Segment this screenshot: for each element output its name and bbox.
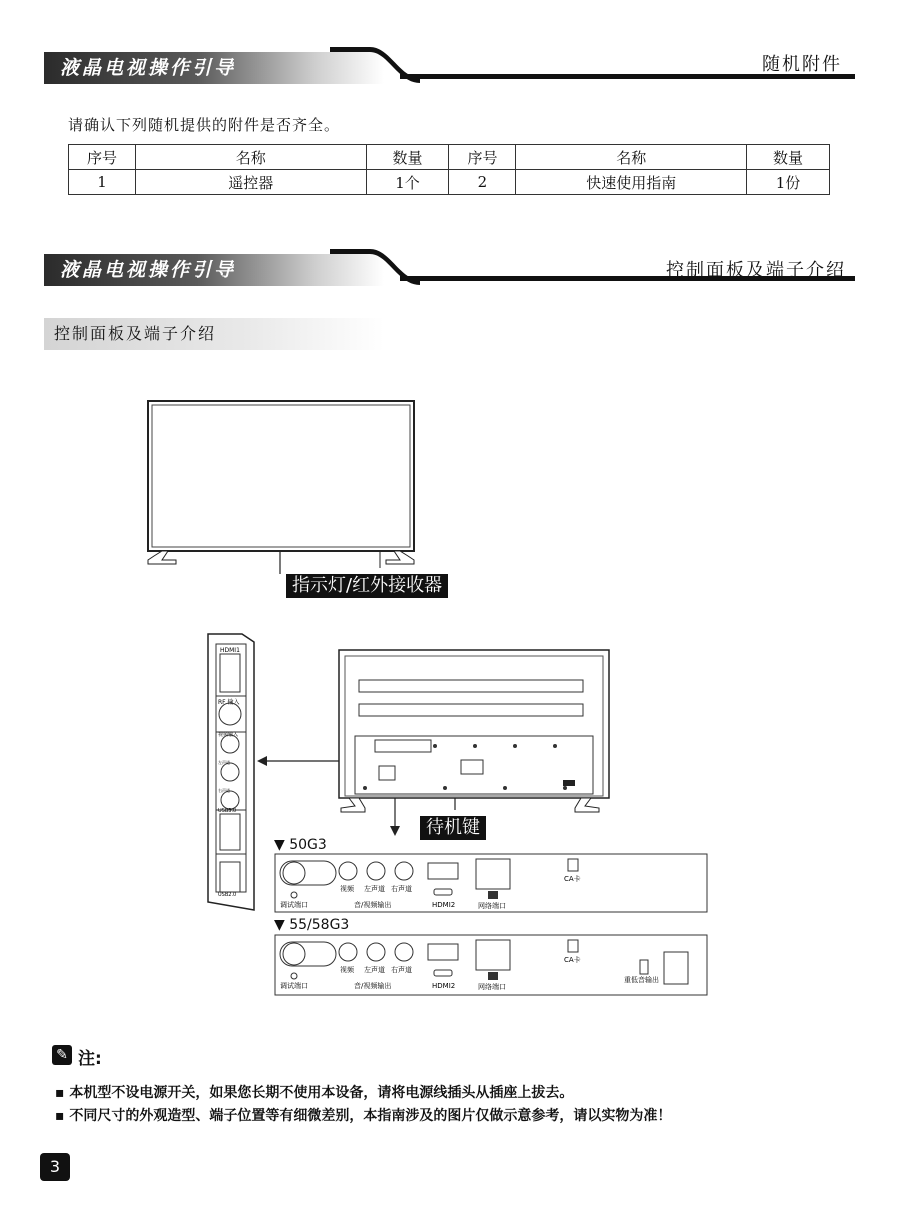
port-label: 网络端口 [478,902,506,910]
pencil-icon: ✎ [52,1045,72,1065]
port-label: 右声道 [391,885,412,893]
table-cell: 1 [69,170,136,195]
subheader: 控制面板及端子介绍 [44,318,384,350]
table-header: 数量 [366,145,449,170]
note-text: 本机型不设电源开关，如果您长期不使用本设备，请将电源线插头从插座上拔去。 [69,1085,574,1101]
port-label: 调试端口 [280,982,308,990]
table-header: 数量 [747,145,830,170]
port-label: HDMI2 [432,901,456,909]
port-label: 网络端口 [478,983,506,991]
side-port-label: 右声道 [218,788,230,793]
side-port-label: 左声道 [218,760,230,765]
port-label: CA卡 [564,875,581,883]
side-port-label: USB3.0 [218,808,237,814]
table-cell: 快速使用指南 [516,170,747,195]
side-port-label: 视频输入 [218,732,239,738]
table-cell: 2 [449,170,516,195]
side-port-label: HDMI1 [220,647,240,654]
panel-title: ▼ 55/58G3 [274,917,350,933]
port-label: 音/视频输出 [354,982,392,990]
section-title: 随机附件 [762,54,842,75]
port-label: 左声道 [364,966,385,974]
indicator-label: 指示灯/红外接收器 [286,574,448,598]
side-port-strip [206,632,256,912]
port-label: 重低音输出 [624,976,659,984]
table-header-row [69,145,830,170]
page-number: 3 [40,1153,70,1181]
port-label: CA卡 [564,956,581,964]
table-cell: 1份 [747,170,830,195]
note-title: 注: [78,1049,102,1069]
tv-rear-illustration [335,646,615,814]
port-label: 左声道 [364,885,385,893]
port-label: 视频 [340,966,354,974]
intro-text: 请确认下列随机提供的附件是否齐全。 [68,116,341,134]
table-row [69,170,830,195]
bullet-icon: ▪ [55,1085,70,1101]
port-label: 视频 [340,885,354,893]
table-header: 序号 [69,145,136,170]
side-port-label: USB2.0 [218,892,237,898]
note-item [55,1105,671,1125]
table-cell: 1个 [366,170,449,195]
table-cell: 遥控器 [135,170,366,195]
port-panel-55-58g3 [274,934,708,996]
port-label: 右声道 [391,966,412,974]
section-title: 控制面板及端子介绍 [666,260,846,281]
table-header: 名称 [135,145,366,170]
accessories-table [68,144,830,195]
note-item [55,1082,573,1102]
tv-front-illustration [140,398,430,574]
table-header: 序号 [449,145,516,170]
table-header: 名称 [516,145,747,170]
note-text: 不同尺寸的外观造型、端子位置等有细微差别，本指南涉及的图片仅做示意参考，请以实物为准！ [69,1108,672,1124]
port-label: HDMI2 [432,982,456,990]
panel-title: ▼ 50G3 [274,837,327,853]
header-title: 液晶电视操作引导 [44,52,384,84]
port-label: 音/视频输出 [354,901,392,909]
bullet-icon: ▪ [55,1108,70,1124]
side-port-label: RF 输入 [218,699,240,706]
header-title: 液晶电视操作引导 [44,254,384,286]
port-label: 调试端口 [280,901,308,909]
standby-label: 待机键 [420,816,486,840]
port-panel-50g3 [274,853,708,913]
